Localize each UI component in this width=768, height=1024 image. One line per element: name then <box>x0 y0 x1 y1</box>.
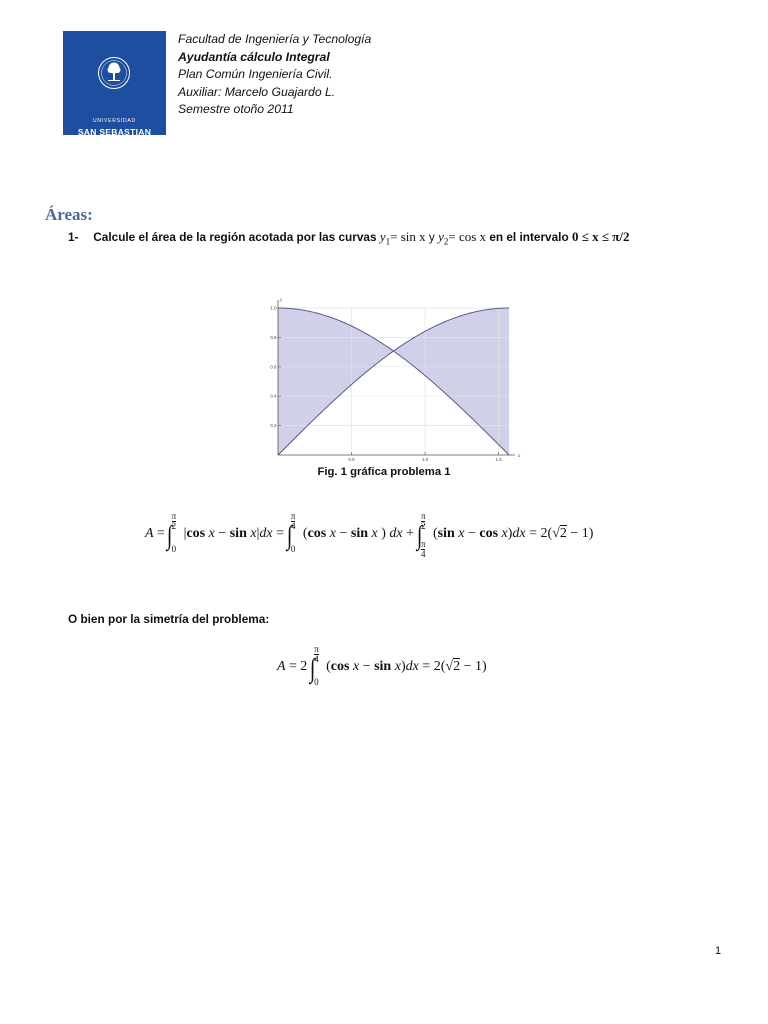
x-axis-label: x <box>518 454 521 459</box>
page-number: 1 <box>715 945 722 957</box>
interval-text: en el intervalo <box>489 230 569 244</box>
y2-symbol: $y_2$ <box>438 229 449 247</box>
university-logo <box>63 31 166 135</box>
section-title: Áreas: <box>45 205 93 224</box>
header-faculty: Facultad de Ingeniería y Tecnología <box>178 32 372 46</box>
area-chart <box>265 297 521 462</box>
document-header <box>178 31 371 119</box>
y-tick-label: 1.0 <box>270 305 277 311</box>
interval-expression: 0 ≤ x ≤ π/2 <box>571 229 630 244</box>
y1-equation: = sin x <box>390 229 426 244</box>
x-tick-label: 1.5 <box>495 457 502 462</box>
header-assistant: Auxiliar: Marcelo Guajardo L. <box>178 84 336 99</box>
y2-equation: = cos x <box>448 229 487 244</box>
logo-university-text: UNIVERSIDAD <box>93 118 136 124</box>
y-axis-label: y <box>280 298 283 303</box>
y-tick-label: 0.6 <box>270 364 277 370</box>
equation-area-symmetry: A = 2 ∫ $\frac{\pi}{4}$ 0 (cos x − sin x)dx = 2(√2 − 1) <box>277 643 487 687</box>
problem-statement <box>68 229 629 247</box>
problem-number: 1- <box>68 230 79 244</box>
problem-text: Calcule el área de la región acotada por las curvas <box>93 230 377 244</box>
shaded-region <box>278 308 509 455</box>
university-seal-icon <box>97 56 131 90</box>
y-tick-label: 0.2 <box>270 423 277 429</box>
symmetry-note: O bien por la simetría del problema: <box>68 612 270 626</box>
x-tick-label: 0.5 <box>348 457 355 462</box>
connector-y: y <box>428 230 435 244</box>
header-plan: Plan Común Ingeniería Civil. <box>178 67 333 82</box>
header-semester: Semestre otoño 2011 <box>178 102 294 117</box>
logo-name-text: SAN SEBASTIAN <box>77 127 152 137</box>
y1-symbol: $y_1$ <box>379 229 391 247</box>
y-tick-label: 0.8 <box>270 334 277 340</box>
y-tick-label: 0.4 <box>270 393 277 399</box>
header-course: Ayudantía cálculo Integral <box>178 49 330 64</box>
equation-area-split: A = ∫ $\frac{\pi}{2}$ 0 |cos x − sin x|dx = ∫ $\frac{\pi}{4}$ 0 (cos x − sin x ) dx + ∫ $\frac{\pi}{2}$ $\frac{\pi}{4}$ (sin x − cos x)dx = 2(√2 − 1) <box>145 510 594 559</box>
figure-caption: Fig. 1 gráfica problema 1 <box>317 466 451 478</box>
x-tick-label: 1.0 <box>421 457 429 462</box>
